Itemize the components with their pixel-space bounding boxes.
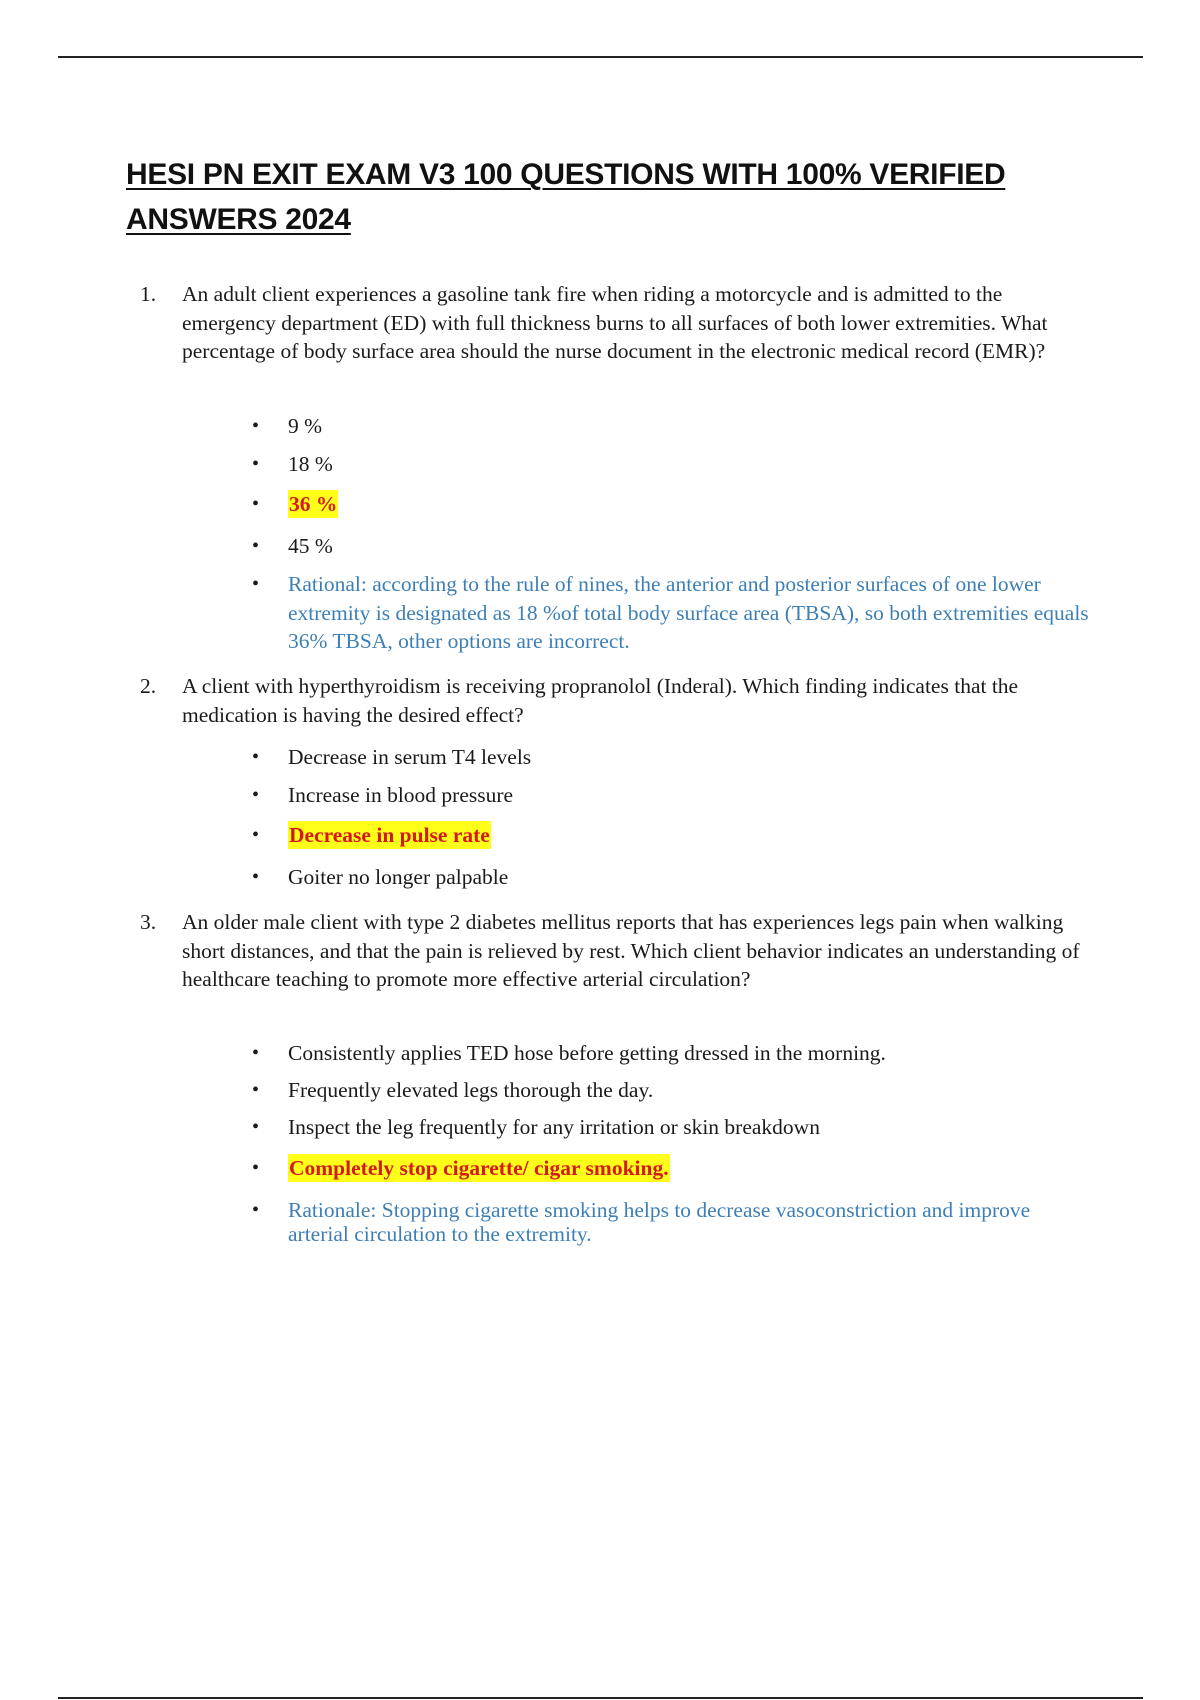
rationale-text: Rationale: Stopping cigarette smoking helps to decrease vasoconstriction and improve arterial circulation to the extremity.: [288, 1198, 1031, 1246]
question-number: 3.: [140, 910, 157, 934]
bullet-icon: •: [252, 453, 260, 475]
bullet-icon: •: [252, 784, 260, 806]
rationale: [252, 1198, 1092, 1246]
answer-option: • Inspect the leg frequently for any irritation or skin breakdown: [252, 1115, 820, 1139]
answer-option: • Frequently elevated legs thorough the day.: [252, 1078, 654, 1102]
answer-option: • Increase in blood pressure: [252, 783, 514, 807]
question-number: 1.: [140, 282, 157, 306]
answer-option-correct: [252, 822, 1092, 849]
rationale-text: Rational: according to the rule of nines, the anterior and posterior surfaces of one lower extremity is designated as 18 %of total body surface area (TBSA), so both extremities equals 36% TBSA, other options are incorrect.: [288, 572, 1089, 653]
bullet-icon: •: [252, 746, 260, 768]
question-stem: A client with hyperthyroidism is receiving propranolol (Inderal). Which finding indicates that the medication is having the desired effect?: [182, 674, 1019, 727]
bullet-icon: •: [252, 535, 260, 557]
question-stem: An older male client with type 2 diabetes mellitus reports that has experiences legs pain when walking short distances, and that the pain is relieved by rest. Which client behavior indicates an understanding of healthcare teaching to promote more effective arterial circulation?: [182, 910, 1080, 991]
answer-option: • Decrease in serum T4 levels: [252, 745, 532, 769]
answer-option: • Goiter no longer palpable: [252, 865, 509, 889]
question-1: [140, 280, 1090, 366]
answer-option: • 18 %: [252, 452, 333, 476]
question-number: 2.: [140, 674, 157, 698]
answer-option-correct: [252, 491, 1092, 518]
highlighted-answer: Decrease in pulse rate: [289, 823, 490, 847]
bullet-icon: •: [252, 824, 260, 846]
top-rule: [58, 56, 1143, 58]
bullet-icon: •: [252, 866, 260, 888]
rationale: [252, 570, 1092, 656]
highlighted-answer: Completely stop cigarette/ cigar smoking.: [289, 1156, 669, 1180]
document-title: HESI PN EXIT EXAM V3 100 QUESTIONS WITH 100% VERIFIED ANSWERS 2024: [126, 158, 1006, 236]
bullet-icon: •: [252, 415, 260, 437]
question-stem: An adult client experiences a gasoline tank fire when riding a motorcycle and is admitted to the emergency department (ED) with full thickness burns to all surfaces of both lower extremities. What percentage of body surface area should the nurse document in the electronic medical record (EMR)?: [182, 282, 1048, 363]
highlighted-answer: 36 %: [289, 492, 338, 516]
answer-option: • 9 %: [252, 414, 323, 438]
bullet-icon: •: [252, 1116, 260, 1138]
question-3: [140, 908, 1090, 994]
bullet-icon: •: [252, 1199, 260, 1221]
bullet-icon: •: [252, 493, 260, 515]
answer-option: • Consistently applies TED hose before getting dressed in the morning.: [252, 1041, 886, 1065]
bullet-icon: •: [252, 1157, 260, 1179]
answer-option: • 45 %: [252, 534, 333, 558]
bullet-icon: •: [252, 1079, 260, 1101]
answer-option-correct: [252, 1155, 1092, 1182]
question-2: [140, 672, 1090, 729]
bullet-icon: •: [252, 1042, 260, 1064]
bullet-icon: •: [252, 573, 260, 595]
bottom-rule: [58, 1697, 1143, 1699]
